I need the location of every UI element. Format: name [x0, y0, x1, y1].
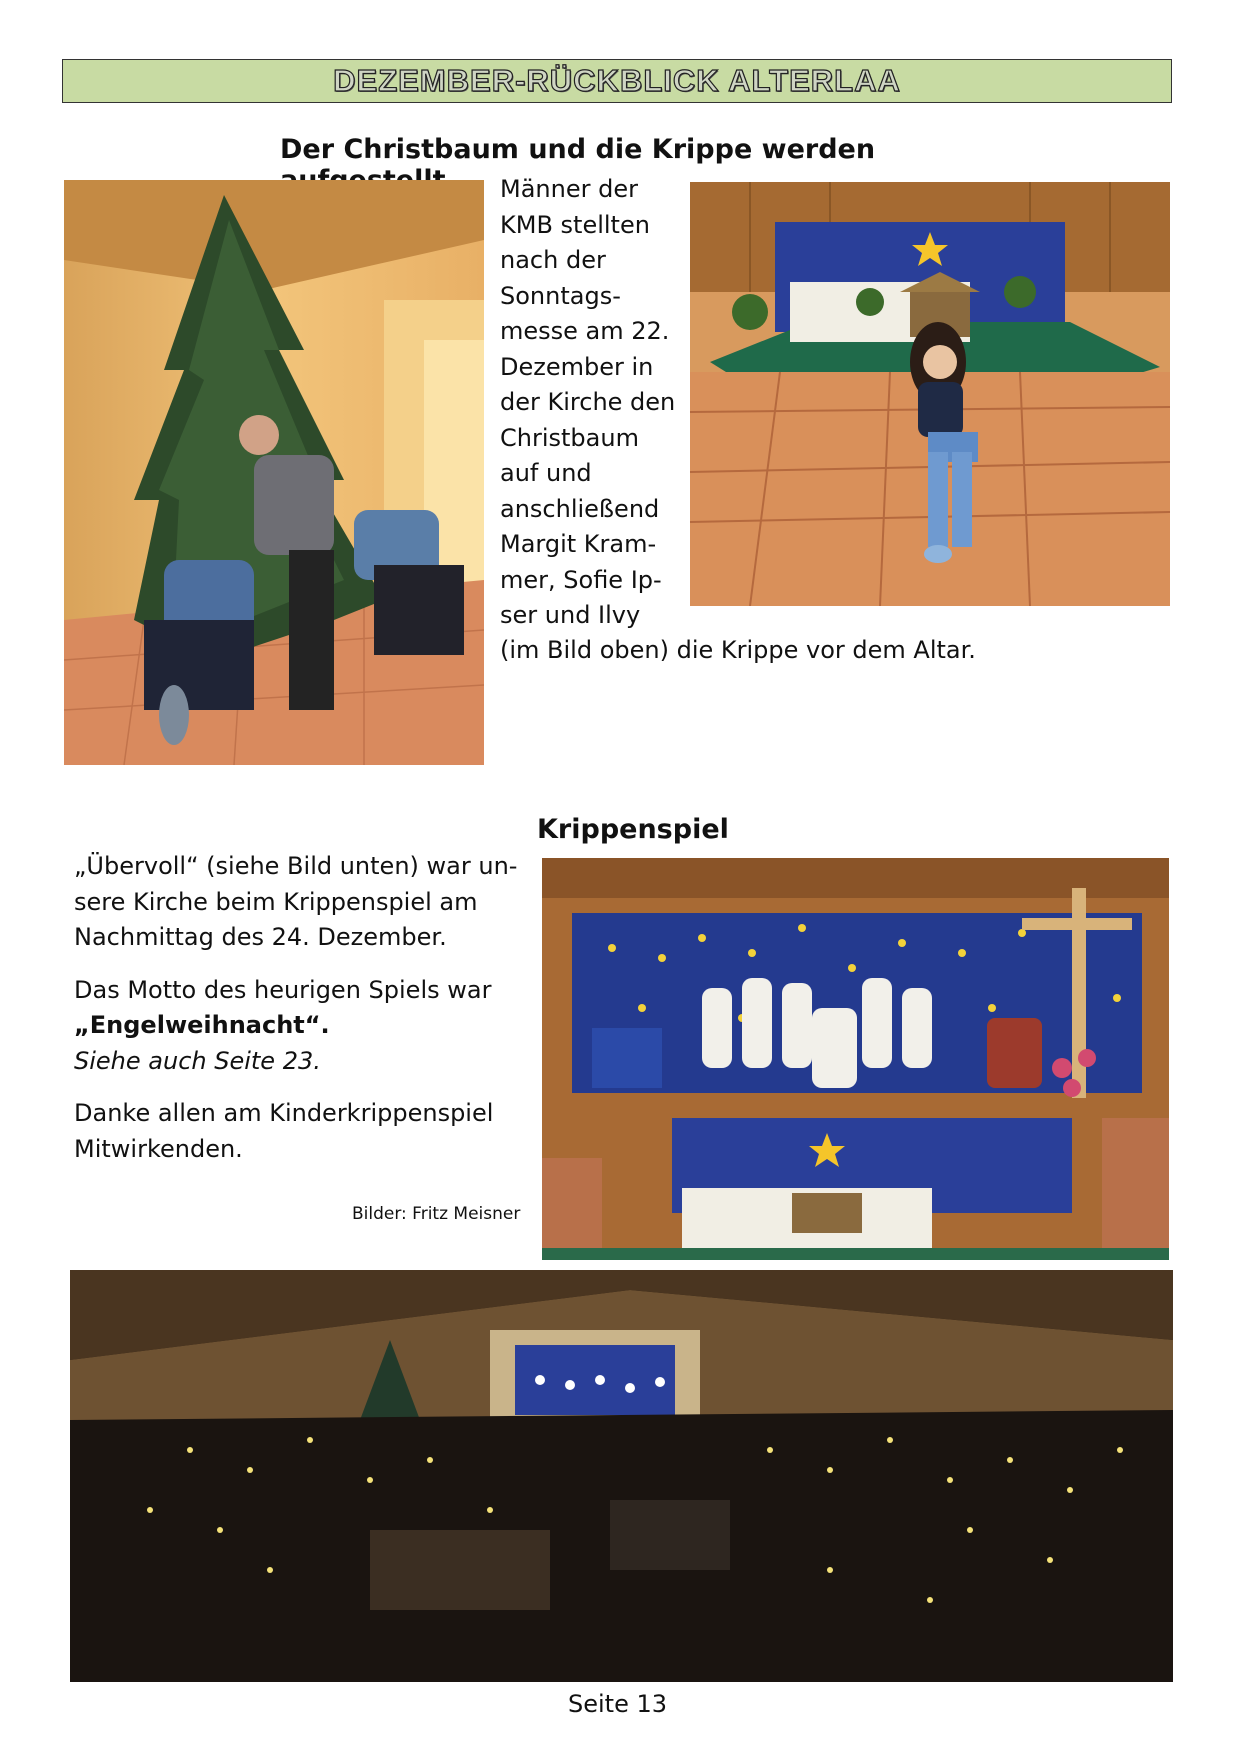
- motto-text: „Engelweihnacht“.: [74, 1011, 330, 1039]
- article1-line: KMB stellten: [500, 210, 650, 239]
- article2-line: „Übervoll“ (siehe Bild unten) war un-: [74, 852, 518, 880]
- article2-para1: [74, 849, 534, 956]
- article2-line: Danke allen am Kinderkrippenspiel: [74, 1099, 494, 1127]
- article1-line: Margit Kram-: [500, 530, 657, 558]
- article1-line: auf und: [500, 459, 592, 487]
- krippenspiel-stage-photo: [542, 858, 1169, 1260]
- article1-line: Dezember in: [500, 352, 654, 381]
- article1-line: Männer der: [500, 175, 638, 203]
- article1-heading: Der Christbaum und die Krippe werden: [280, 134, 876, 165]
- article2-para2: [74, 973, 534, 1080]
- full-church-photo: [70, 1270, 1173, 1682]
- article1-line: Christbaum: [500, 423, 639, 452]
- christmas-tree-photo: [64, 180, 484, 765]
- article1-line: Sonntags-: [500, 281, 621, 310]
- article2-line: Mitwirkenden.: [74, 1134, 243, 1163]
- section-title: DEZEMBER-RÜCKBLICK ALTERLAA: [333, 63, 901, 98]
- article2-para3: [74, 1096, 534, 1167]
- article2-line: Das Motto des heurigen Spiels war: [74, 975, 492, 1004]
- article1-line: anschließend: [500, 494, 660, 523]
- article1-last-line: (im Bild oben) die Krippe vor dem Altar.: [500, 636, 976, 664]
- article1-text: [500, 172, 680, 634]
- article2-line: Nachmittag des 24. Dezember.: [74, 923, 447, 951]
- article1-line: mer, Sofie Ip-: [500, 565, 662, 594]
- page-reference: Siehe auch Seite 23.: [74, 1046, 321, 1075]
- article1-line: nach der: [500, 246, 606, 274]
- section-header-bar: [62, 59, 1172, 103]
- article2-text: [74, 849, 534, 1167]
- photo-credit: Bilder: Fritz Meisner: [352, 1204, 521, 1224]
- article2-heading: Krippenspiel: [537, 814, 729, 845]
- nativity-scene-photo: [690, 182, 1170, 606]
- page-number: Seite 13: [568, 1690, 668, 1718]
- article1-line: der Kirche den: [500, 388, 676, 416]
- article2-line: sere Kirche beim Krippenspiel am: [74, 887, 478, 916]
- article1-line: messe am 22.: [500, 317, 670, 345]
- article1-line: ser und Ilvy: [500, 601, 641, 629]
